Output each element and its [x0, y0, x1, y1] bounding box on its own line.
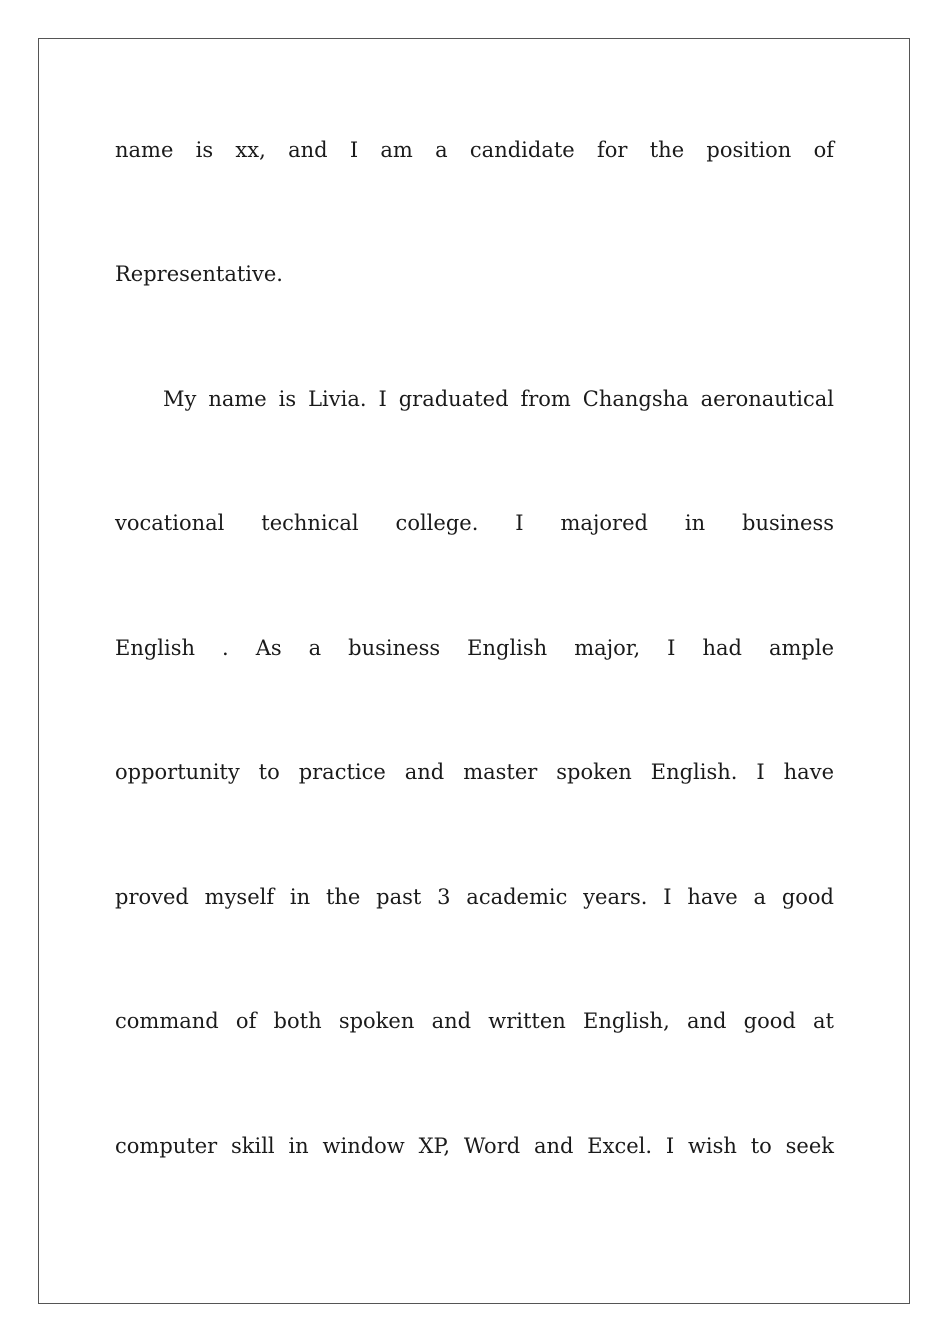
text-line-2: Representative. [115, 262, 283, 286]
text-line-7: proved myself in the past 3 academic years. I have a good [115, 885, 834, 909]
text-line-1: name is xx, and I am a candidate for the position of [115, 138, 834, 162]
text-line-4: vocational technical college. I majored in business [115, 511, 834, 535]
text-line-8: command of both spoken and written English, and good at [115, 1009, 834, 1033]
page-frame [38, 38, 910, 1304]
text-line-3: My name is Livia. I graduated from Changsha aeronautical [163, 387, 834, 411]
text-line-9: computer skill in window XP, Word and Excel. I wish to seek [115, 1134, 834, 1158]
text-line-5: English . As a business English major, I had ample [115, 636, 834, 660]
text-line-6: opportunity to practice and master spoken English. I have [115, 760, 834, 784]
